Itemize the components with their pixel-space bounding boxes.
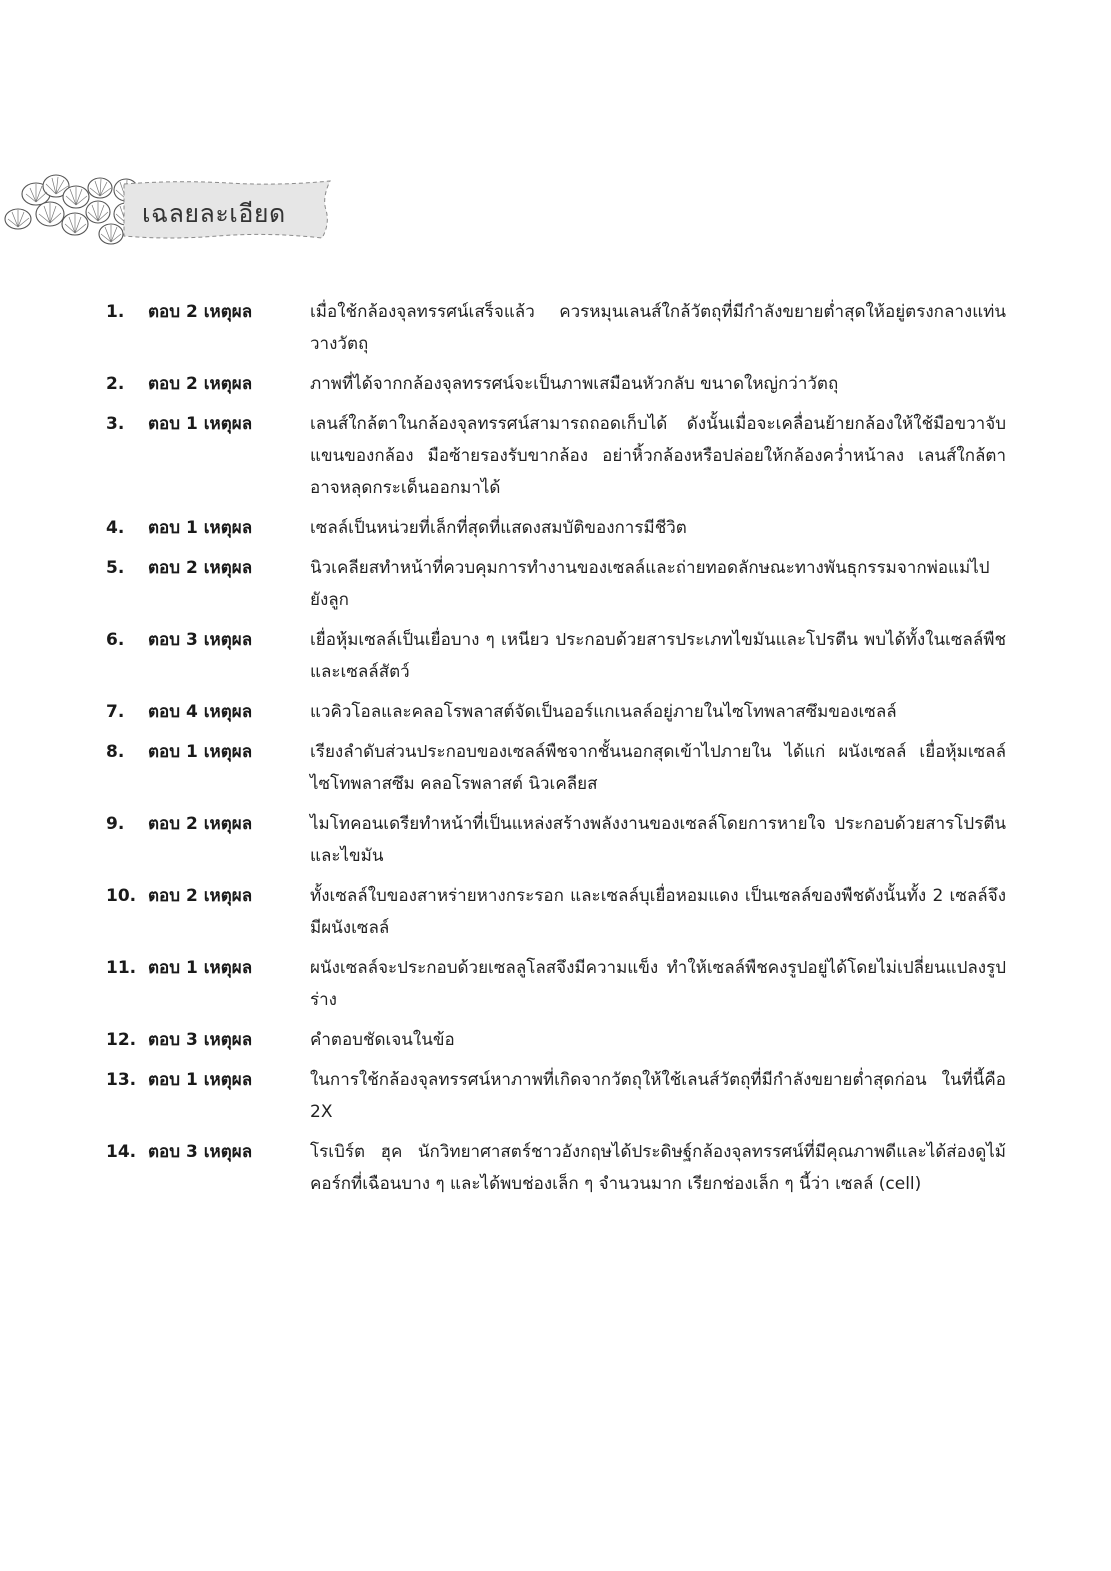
answer-number: 11.: [106, 958, 137, 978]
answer-explanation: เลนส์ใกล้ตาในกล้องจุลทรรศน์สามารถถอดเก็บได้ ดังนั้นเมื่อจะเคลื่อนย้ายกล้องให้ใช้มือขวาจับแขนของกล้อง มือซ้ายรองรับขากล้อง อย่าหิ้วกล้องหรือปล่อยให้กล้องคว่ำหน้าลง เลนส์ใกล้ตาอาจหลุดกระเด็นออกมาได้: [310, 414, 1006, 498]
answer-number: 5.: [106, 558, 125, 578]
answer-item: [106, 696, 1006, 728]
answer-number: 8.: [106, 742, 125, 762]
section-header: [0, 172, 340, 252]
answer-number: 13.: [106, 1070, 137, 1090]
answer-key: ตอบ 2 เหตุผล: [148, 302, 253, 322]
answer-item: [106, 1064, 1006, 1128]
answer-list: [106, 296, 1006, 1208]
answer-explanation: คำตอบชัดเจนในข้อ: [310, 1030, 455, 1050]
answer-explanation: ภาพที่ได้จากกล้องจุลทรรศน์จะเป็นภาพเสมือนหัวกลับ ขนาดใหญ่กว่าวัตถุ: [310, 374, 839, 394]
answer-item: [106, 512, 1006, 544]
answer-explanation: เมื่อใช้กล้องจุลทรรศน์เสร็จแล้ว ควรหมุนเลนส์ใกล้วัตถุที่มีกำลังขยายต่ำสุดให้อยู่ตรงกลางแท่นวางวัตถุ: [310, 302, 1006, 354]
answer-key: ตอบ 3 เหตุผล: [148, 630, 253, 650]
answer-item: [106, 408, 1006, 504]
answer-item: [106, 952, 1006, 1016]
answer-explanation: ทั้งเซลล์ใบของสาหร่ายหางกระรอก และเซลล์บุเยื่อหอมแดง เป็นเซลล์ของพืชดังนั้นทั้ง 2 เซลล์จึงมีผนังเซลล์: [310, 886, 1006, 938]
answer-key: ตอบ 2 เหตุผล: [148, 886, 253, 906]
answer-item: [106, 368, 1006, 400]
answer-explanation: เยื่อหุ้มเซลล์เป็นเยื่อบาง ๆ เหนียว ประกอบด้วยสารประเภทไขมันและโปรตีน พบได้ทั้งในเซลล์พืชและเซลล์สัตว์: [310, 630, 1006, 682]
page-title: เฉลยละเอียด: [142, 199, 286, 228]
answer-key: ตอบ 1 เหตุผล: [148, 414, 253, 434]
answer-item: [106, 1136, 1006, 1200]
answer-key: ตอบ 4 เหตุผล: [148, 702, 253, 722]
answer-item: [106, 736, 1006, 800]
answer-explanation: แวคิวโอลและคลอโรพลาสต์จัดเป็นออร์แกเนลล์อยู่ภายในไซโทพลาสซึมของเซลล์: [310, 702, 897, 722]
answer-key: ตอบ 1 เหตุผล: [148, 1070, 253, 1090]
answer-number: 6.: [106, 630, 125, 650]
answer-item: [106, 1024, 1006, 1056]
answer-number: 3.: [106, 414, 125, 434]
answer-explanation: ไมโทคอนเดรียทำหน้าที่เป็นแหล่งสร้างพลังงานของเซลล์โดยการหายใจ ประกอบด้วยสารโปรตีนและไขมัน: [310, 814, 1006, 866]
answer-explanation: เรียงลำดับส่วนประกอบของเซลล์พืชจากชั้นนอกสุดเข้าไปภายใน ได้แก่ ผนังเซลล์ เยื่อหุ้มเซลล์ ไซโทพลาสซึม คลอโรพลาสต์ นิวเคลียส: [310, 742, 1006, 794]
answer-number: 14.: [106, 1142, 137, 1162]
answer-explanation: นิวเคลียสทำหน้าที่ควบคุมการทำงานของเซลล์และถ่ายทอดลักษณะทางพันธุกรรมจากพ่อแม่ไปยังลูก: [310, 558, 990, 610]
answer-key: ตอบ 1 เหตุผล: [148, 958, 253, 978]
answer-item: [106, 624, 1006, 688]
answer-number: 9.: [106, 814, 125, 834]
answer-number: 1.: [106, 302, 125, 322]
answer-explanation: ในการใช้กล้องจุลทรรศน์หาภาพที่เกิดจากวัตถุให้ใช้เลนส์วัตถุที่มีกำลังขยายต่ำสุดก่อน ในที่นี้คือ 2X: [310, 1070, 1006, 1122]
answer-explanation: เซลล์เป็นหน่วยที่เล็กที่สุดที่แสดงสมบัติของการมีชีวิต: [310, 518, 687, 538]
answer-number: 10.: [106, 886, 137, 906]
answer-key: ตอบ 2 เหตุผล: [148, 374, 253, 394]
answer-number: 7.: [106, 702, 125, 722]
answer-key: ตอบ 3 เหตุผล: [148, 1142, 253, 1162]
answer-item: [106, 880, 1006, 944]
answer-number: 12.: [106, 1030, 137, 1050]
answer-explanation: ผนังเซลล์จะประกอบด้วยเซลลูโลสจึงมีความแข็ง ทำให้เซลล์พืชคงรูปอยู่ได้โดยไม่เปลี่ยนแปลงรูปร่าง: [310, 958, 1006, 1010]
answer-key: ตอบ 3 เหตุผล: [148, 1030, 253, 1050]
answer-explanation: โรเบิร์ต ฮุค นักวิทยาศาสตร์ชาวอังกฤษได้ประดิษฐ์กล้องจุลทรรศน์ที่มีคุณภาพดีและได้ส่องดูไม้คอร์กที่เฉือนบาง ๆ และได้พบช่องเล็ก ๆ จำนวนมาก เรียกช่องเล็ก ๆ นี้ว่า เซลล์ (cell): [310, 1142, 1006, 1194]
answer-number: 4.: [106, 518, 125, 538]
answer-item: [106, 296, 1006, 360]
answer-key: ตอบ 1 เหตุผล: [148, 518, 253, 538]
answer-key: ตอบ 2 เหตุผล: [148, 558, 253, 578]
answer-item: [106, 808, 1006, 872]
answer-item: [106, 552, 1006, 616]
answer-key: ตอบ 1 เหตุผล: [148, 742, 253, 762]
answer-key: ตอบ 2 เหตุผล: [148, 814, 253, 834]
answer-number: 2.: [106, 374, 125, 394]
